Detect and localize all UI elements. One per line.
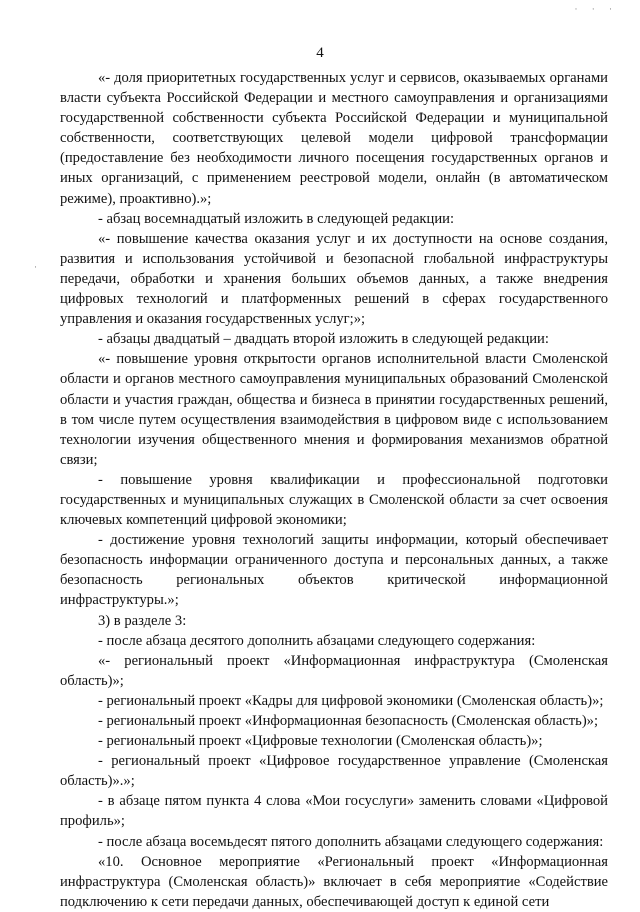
paragraph-project-governance: - региональный проект «Цифровое государственное управление (Смоленская область)».»;: [60, 753, 608, 790]
paragraph-openness: «- повышение уровня открытости органов исполнительной власти Смоленской области и органов местного самоуправления муниципальных образований Смоленской области и участия граждан, общества и бизнеса в принятии государственных решений, в том числе путем осуществления взаимодействия в цифровом виде с использованием технологии изучения общественного мнения и формирования механизмов обратной связи;: [60, 351, 608, 468]
paragraph-quality-improvement: «- повышение качества оказания услуг и их доступности на основе создания, развития и использования устойчивой и безопасной глобальной инфраструктуры передачи, обработки и хранения больших объемов данных, а также внедрения цифровых технологий и платформенных решений в сферах государственного управления и оказания государственных услуг;»;: [60, 230, 608, 328]
paragraph-project-security: - региональный проект «Информационная безопасность (Смоленская область)»;: [98, 713, 599, 729]
scan-margin-mark: ·: [34, 262, 37, 272]
paragraph-section-3: 3) в разделе 3:: [98, 612, 187, 629]
paragraph-share-priority-services: «- доля приоритетных государственных услуг и сервисов, оказываемых органами власти субъекта Российской Федерации и местного самоуправления и организациями государственной собственности субъекта Российской Федерации и муниципальной собственности, соответствующих целевой модели цифровой трансформации (предоставление без необходимости личного посещения государственных органов и иных организаций, с применением реестровой модели, онлайн (в автоматическом режиме), проактивно).»;: [60, 70, 608, 207]
paragraph-information-security: - достижение уровня технологий защиты информации, который обеспечивает безопасность информации ограниченного доступа и персональных данных, а также безопасность региональных объектов критической информационной инфраструктуры.»;: [60, 532, 608, 609]
paragraph-instruction-20-22: - абзацы двадцатый – двадцать второй изложить в следующей редакции:: [98, 331, 549, 348]
paragraph-after-85th: - после абзаца восемьдесят пятого дополнить абзацами следующего содержания:: [98, 833, 604, 850]
paragraph-after-10th: - после абзаца десятого дополнить абзацами следующего содержания:: [98, 632, 536, 649]
paragraph-project-personnel: - региональный проект «Кадры для цифровой экономики (Смоленская область)»;: [98, 692, 604, 709]
scan-corner-mark: · · ·: [574, 4, 618, 14]
paragraph-project-technologies: - региональный проект «Цифровые технологии (Смоленская область)»;: [98, 733, 543, 750]
paragraph-project-infrastructure: «- региональный проект «Информационная инфраструктура (Смоленская область)»;: [60, 652, 608, 689]
paragraph-instruction-18: - абзац восемнадцатый изложить в следующей редакции:: [98, 210, 455, 227]
paragraph-main-activity-10: «10. Основное мероприятие «Региональный проект «Информационная инфраструктура (Смоленская область)» включает в себя мероприятие «Содействие подключению к сети передачи данных, обеспечивающей доступ к единой сети: [60, 853, 608, 910]
paragraph-digital-profile: - в абзаце пятом пункта 4 слова «Мои госуслуги» заменить словами «Цифровой профиль»;: [60, 793, 608, 830]
page-number: 4: [316, 45, 324, 61]
document-body: [60, 68, 608, 912]
paragraph-qualification: - повышение уровня квалификации и профессиональной подготовки государственных и муниципальных служащих в Смоленской области за счет освоения ключевых компетенций цифровой экономики;: [60, 471, 608, 529]
